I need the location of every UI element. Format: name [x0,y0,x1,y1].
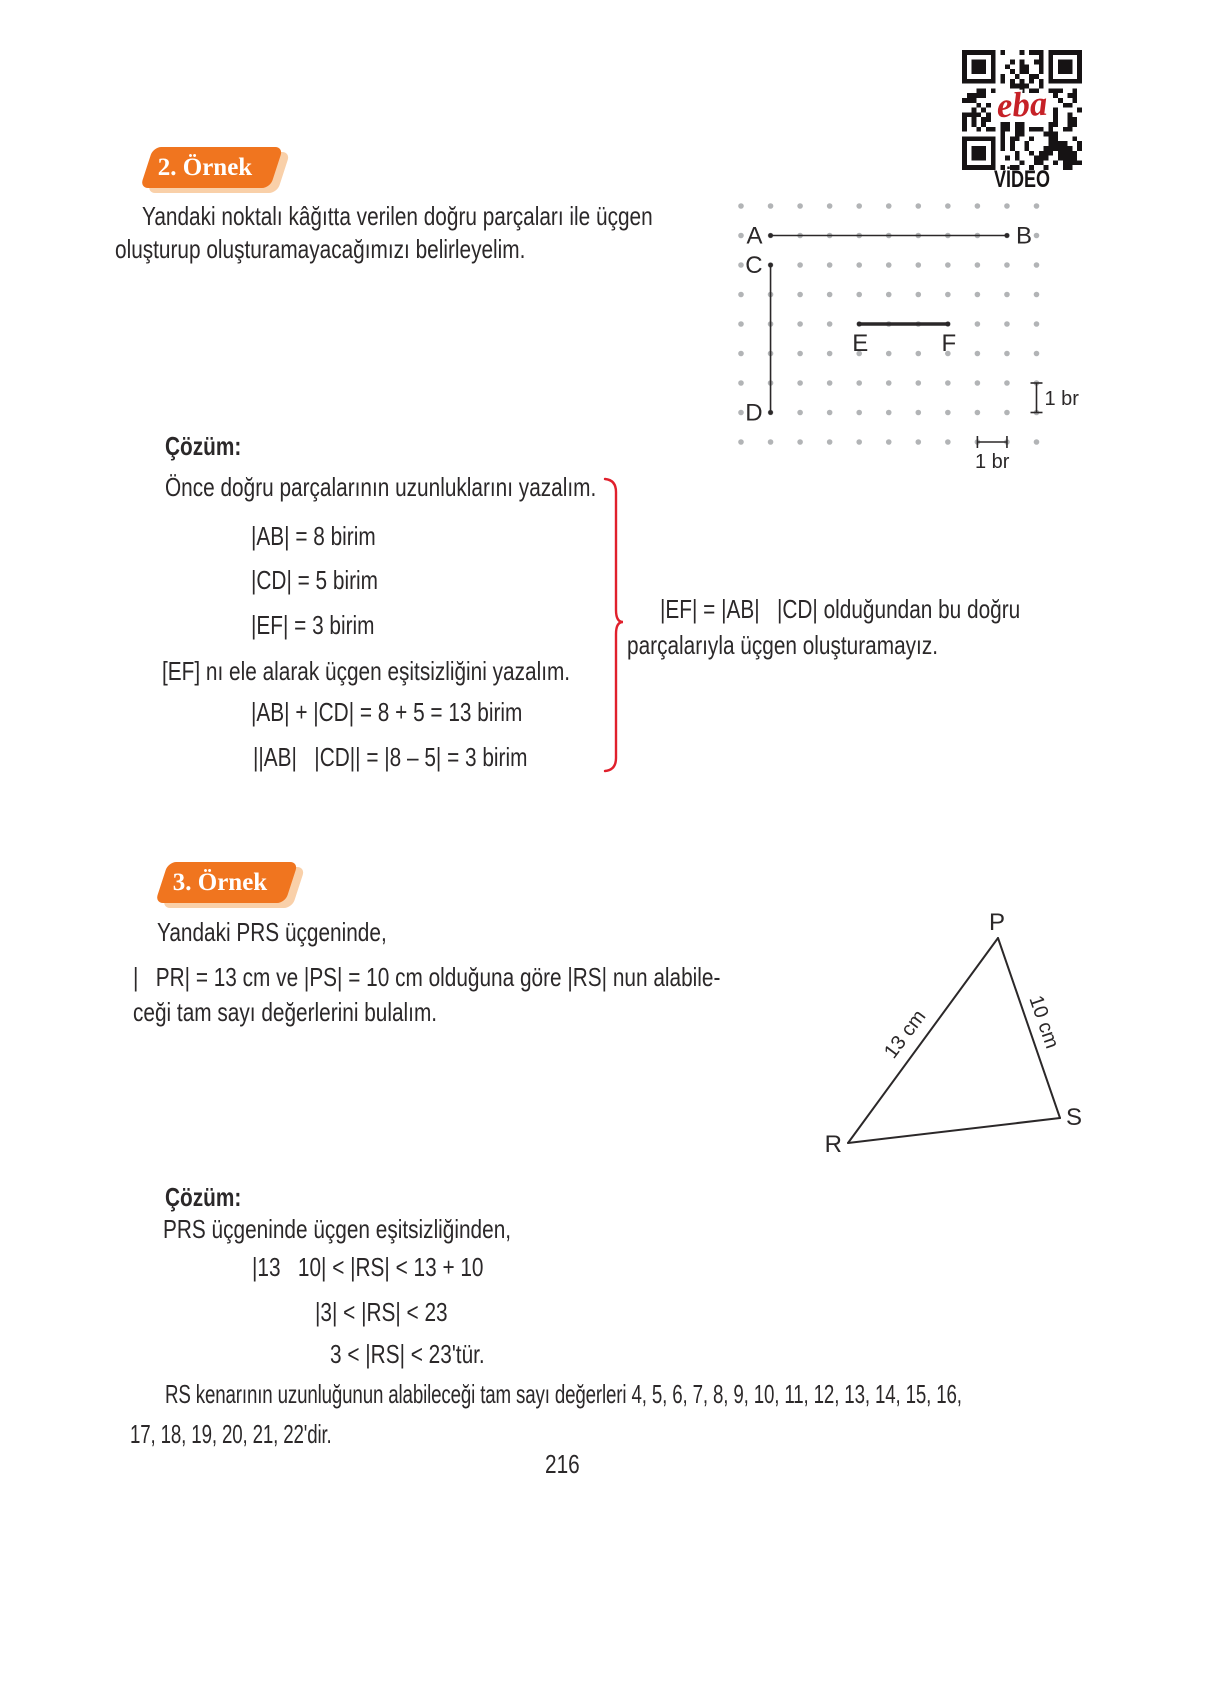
example2-intro-line: Yandaki noktalı kâğıtta verilen doğru parçaları ile üçgen [142,201,653,231]
grid-dot [738,439,744,445]
grid-dot [916,292,922,298]
equation-line: |AB| + |CD| = 8 + 5 = 13 birim [251,697,523,727]
grid-dot [886,292,892,298]
grid-dot [975,203,981,209]
grid-dot [856,380,862,386]
result-line: 17, 18, 19, 20, 21, 22'dir. [130,1419,332,1449]
example3-intro-line: ceği tam sayı değerlerini bulalım. [133,997,438,1027]
grid-dot [797,321,803,327]
equation-line: |CD| = 5 birim [251,565,378,595]
grid-dot [945,380,951,386]
equation-line: |3| < |RS| < 23 [315,1297,448,1327]
example2-badge [140,147,270,188]
grid-dot [916,351,922,357]
grid-dot [945,410,951,416]
point-label-E: E [852,330,869,357]
grid-dot [1004,203,1010,209]
example2-badge-label: 2. Örnek [157,153,253,181]
point-label-A: A [746,222,763,250]
solution-text-line: Önce doğru parçalarının uzunluklarını yazalım. [165,472,597,502]
grid-dot [1004,380,1010,386]
grid-dot [827,410,833,416]
equation-line: ||AB| |CD|| = |8 – 5| = 3 birim [253,742,528,772]
grid-dot [916,380,922,386]
grid-dot [797,439,803,445]
grid-dot [768,203,774,209]
side-length-label: 10 cm [1024,992,1063,1052]
grid-dot [916,410,922,416]
grid-dot [1004,410,1010,416]
grid-dot [975,380,981,386]
result-line: RS kenarının uzunluğunun alabileceği tam sayı değerleri 4, 5, 6, 7, 8, 9, 10, 11, 12, 13, 14, 15, 16, [165,1379,962,1409]
grid-dot [945,262,951,268]
vertex-label-R: R [824,1131,842,1158]
side-length-label: 13 cm [880,1006,931,1063]
grid-dot [1004,351,1010,357]
grid-dot [797,262,803,268]
grid-dot [797,351,803,357]
example2-intro-line: oluşturup oluşturamayacağımızı belirleyelim. [115,234,526,264]
grid-dot [945,439,951,445]
grid-dot [886,380,892,386]
example3-badge [155,862,285,903]
grid-dot [856,410,862,416]
unit-label: 1 br [974,451,1010,473]
equation-line: |13 10| < |RS| < 13 + 10 [252,1252,484,1282]
example3-intro-line: Yandaki PRS üçgeninde, [157,917,387,947]
grid-dot [797,203,803,209]
point-C [768,263,773,268]
grid-dot [1034,351,1040,357]
page-number: 216 [545,1449,580,1479]
solution-heading: Çözüm: [165,431,242,461]
grid-dot [856,439,862,445]
grid-dot [738,321,744,327]
grid-dot [797,410,803,416]
solution-text-line: PRS üçgeninde üçgen eşitsizliğinden, [163,1214,512,1244]
grid-dot [856,262,862,268]
note-line: parçalarıyla üçgen oluşturamayız. [627,630,938,660]
grid-dot [738,203,744,209]
grid-dot [975,351,981,357]
equation-line: 3 < |RS| < 23'tür. [330,1339,485,1369]
grid-dot [1034,262,1040,268]
grid-dot [827,321,833,327]
grid-dot [975,410,981,416]
grid-dot [1034,233,1040,239]
grid-dot [738,233,744,239]
point-D [768,410,773,415]
video-caption: VİDEO [993,166,1051,193]
unit-label: 1 br [1044,387,1079,410]
grid-dot [916,203,922,209]
dot-grid-figure [700,190,1120,500]
grid-dot [738,410,744,416]
grid-dot [975,321,981,327]
solution-heading: Çözüm: [165,1182,242,1212]
point-B [1005,233,1010,238]
point-A [768,233,773,238]
grid-dot [886,351,892,357]
grid-dot [975,262,981,268]
grid-dot [916,262,922,268]
grid-dot [945,292,951,298]
point-label-C: C [745,252,763,279]
vertex-label-S: S [1066,1104,1083,1131]
grid-dot [856,292,862,298]
example3-badge-label: 3. Örnek [172,868,268,896]
grid-dot [1004,321,1010,327]
grid-dot [856,203,862,209]
grid-dot [827,203,833,209]
grid-dot [886,410,892,416]
point-label-F: F [941,330,957,357]
grid-dot [738,292,744,298]
grid-dot [738,262,744,268]
equation-line: |EF| = 3 birim [251,610,375,640]
grid-dot [886,439,892,445]
note-line: |EF| = |AB| |CD| olduğundan bu doğru [660,594,1021,624]
red-brace [595,470,635,780]
equation-line: |AB| = 8 birim [251,521,376,551]
grid-dot [1034,321,1040,327]
grid-dot [738,380,744,386]
grid-dot [827,292,833,298]
grid-dot [1034,203,1040,209]
grid-dot [1004,262,1010,268]
grid-dot [768,439,774,445]
grid-dot [886,203,892,209]
point-label-B: B [1015,222,1032,250]
grid-dot [975,292,981,298]
grid-dot [1004,292,1010,298]
side-RS [848,1118,1060,1143]
grid-dot [827,439,833,445]
grid-dot [797,292,803,298]
grid-dot [945,203,951,209]
grid-dot [827,351,833,357]
grid-dot [827,262,833,268]
grid-dot [1034,439,1040,445]
solution-text-line: [EF] nı ele alarak üçgen eşitsizliğini yazalım. [162,656,571,686]
vertex-label-P: P [988,909,1006,936]
eba-logo: eba [995,83,1049,126]
point-E [857,322,862,327]
point-F [945,322,950,327]
point-label-D: D [745,399,763,427]
triangle-figure [770,900,1110,1180]
side-PR [848,938,998,1143]
grid-dot [886,262,892,268]
example3-intro-line: | PR| = 13 cm ve |PS| = 10 cm olduğuna göre |RS| nun alabile- [133,962,721,992]
grid-dot [1034,292,1040,298]
grid-dot [827,380,833,386]
grid-dot [916,439,922,445]
grid-dot [738,351,744,357]
grid-dot [797,380,803,386]
